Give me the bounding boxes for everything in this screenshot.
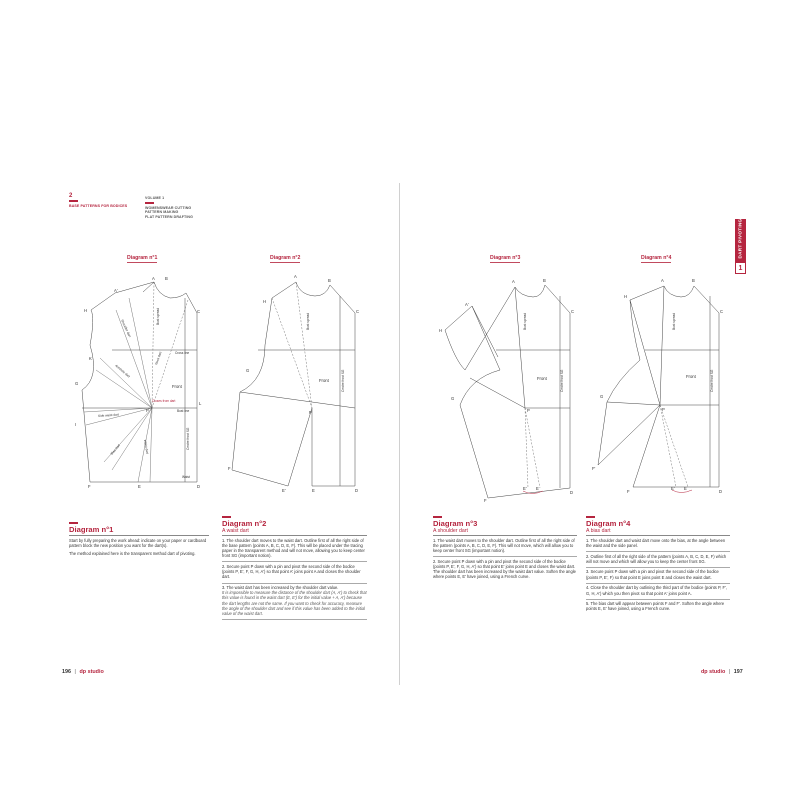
- d1-waist-dart: Waist dart: [143, 439, 150, 455]
- d1-label-B: B: [165, 276, 168, 281]
- t2-divider-1: [222, 561, 367, 562]
- d1-label-F: F: [88, 484, 91, 489]
- d4-bust-spread: Bust spread: [672, 312, 676, 330]
- d2-label-E: E: [312, 488, 315, 493]
- t2-italic-note: It is impossible to measure the distance of the shoulder dart (A, A') to check that this value is found in the waist dart (E, E') for the initial value + A, A') because the dart lengths are not the same. If you want to check for accuracy, measure the angle of the shoulder dart and see if this value has been added to the initial value of the waist dart.: [222, 590, 367, 617]
- t2-rule: [222, 535, 367, 536]
- d4-label-P: P: [662, 407, 665, 412]
- diagram-4-title: Diagram n°4: [641, 255, 672, 261]
- d2-bust-spread: Bust spread: [306, 312, 310, 330]
- chapter-tab-number: 1: [735, 262, 746, 274]
- left-folio: [62, 669, 104, 675]
- d3-label-C: C: [571, 309, 575, 314]
- d2-label-Eprime: E': [282, 488, 286, 493]
- subject-3: FLAT PATTERN DRAFTING: [145, 214, 194, 219]
- d3-front: Front: [537, 376, 547, 381]
- t1-para-2: The method explained here is the transparent method dart of pivoting.: [69, 551, 196, 556]
- d3-label-Eprime: E': [523, 486, 527, 491]
- t3-subheading: A shoulder dart: [433, 528, 468, 534]
- right-separator: |: [728, 669, 731, 675]
- d1-shoulder-dart: Shoulder dart: [120, 318, 132, 338]
- d2-front: Front: [319, 378, 329, 383]
- right-page-number: 197: [733, 669, 743, 675]
- right-folio: [701, 669, 743, 675]
- text-block-3: [433, 516, 577, 583]
- d1-bias-dart: Bias dart: [109, 443, 121, 456]
- right-brand: dp studio: [701, 669, 726, 675]
- diagram-3-title: Diagram n°3: [490, 255, 521, 261]
- d3-label-A: A: [512, 279, 515, 284]
- d1-label-Aprime: A': [114, 288, 118, 293]
- d3-label-H: H: [439, 328, 443, 333]
- t2-divider-2: [222, 583, 367, 584]
- d4-label-H: H: [624, 294, 628, 299]
- d1-label-L: L: [199, 401, 202, 406]
- d4-label-G: G: [600, 394, 604, 399]
- d1-label-K: K: [89, 356, 92, 361]
- d4-label-B: B: [692, 278, 695, 283]
- d1-label-G: G: [75, 381, 79, 386]
- d2-label-A: A: [294, 274, 297, 279]
- t4-step-2: 2. Outline first of all the right side of the pattern (points A, B, C, D, E, F) which will not move and which will allow you to keep the center front SG.: [586, 553, 727, 564]
- t4-step-4: 4. Close the shoulder dart by outlining the third part of the bodice (points P, F', G, H, A') which you then pivot so that point A' joins point A.: [586, 585, 727, 596]
- t4-step-5: 5. The bias dart will appear between points F and F'. Soften the angle where points E, E' have joined, using a French curve.: [586, 601, 725, 612]
- t4-subheading: A bias dart: [586, 528, 611, 534]
- d4-label-D: D: [719, 489, 723, 494]
- d3-label-G: G: [451, 396, 455, 401]
- t1-para-1: Start by fully preparing the work ahead: indicate on your paper or cardboard pattern block the new position you want for the dart(s).: [69, 537, 207, 548]
- d4-label-C: C: [720, 309, 724, 314]
- t2-divider-3: [222, 619, 367, 620]
- d1-label-H: H: [84, 308, 88, 313]
- t2-accent: [222, 516, 231, 518]
- d4-label-F: F: [627, 489, 630, 494]
- left-page-number: 196: [62, 669, 71, 675]
- text-block-2: [222, 516, 367, 622]
- t3-step-2: 2. Secure point P down with a pin and pivot the second side of the bodice (points P, E', F, G, H, A') so that point E' joins point E and closes the waist dart. The shoulder dart has been increased by the waist dart value. Soften the angle where points E, E' have joined, using a French curve.: [433, 558, 576, 580]
- d1-closes: Closes from dart: [152, 399, 176, 403]
- d4-label-A: A: [661, 278, 664, 283]
- d1-armhole-dart: Armhole dart: [114, 363, 131, 379]
- d4-center-front: Centre front SG: [710, 369, 714, 392]
- d1-neck-dart: Neck dart: [154, 351, 163, 366]
- t1-heading: Diagram n°1: [69, 525, 114, 534]
- t3-heading: Diagram n°3: [433, 519, 478, 528]
- d1-label-E: E: [138, 484, 141, 489]
- d1-label-P: P: [146, 408, 149, 413]
- d1-side-dart: Side waist dart: [97, 412, 119, 418]
- d1-label-D: D: [197, 484, 201, 489]
- t3-step-1: 1. The waist dart moves to the shoulder dart. Outline first of all the right side of the pattern (points A, B, C, D, E, F). This will not move, which will allow you to keep center front SG (important notion).: [433, 537, 575, 553]
- d3-label-P: P: [527, 408, 530, 413]
- t4-divider-4: [586, 599, 730, 600]
- t1-accent: [69, 522, 78, 524]
- d4-front: Front: [686, 374, 696, 379]
- t3-rule: [433, 535, 577, 536]
- d3-label-F: F: [484, 498, 487, 503]
- d2-label-B: B: [328, 278, 331, 283]
- d1-front: Front: [172, 384, 182, 389]
- t4-divider-1: [586, 551, 730, 552]
- t4-heading: Diagram n°4: [586, 519, 631, 528]
- d3-label-B: B: [543, 278, 546, 283]
- d2-label-F: F: [228, 466, 231, 471]
- d4-curve: [672, 490, 692, 493]
- d1-label-I: I: [75, 422, 77, 427]
- d3-label-D: D: [570, 490, 574, 495]
- subject-2: PATTERN MAKING: [145, 210, 179, 215]
- text-block-4: [586, 516, 730, 615]
- volume-label: VOLUME 1: [145, 196, 165, 200]
- t4-accent: [586, 516, 595, 518]
- d4-label-Eprime: E': [671, 486, 675, 491]
- d2-label-C: C: [356, 309, 360, 314]
- d2-label-D: D: [355, 488, 359, 493]
- t2-step-2: 2. Secure point P down with a pin and pivot the second side of the bodice (points P, E', F, G, H, A') so that point A' joins point A and closes the shoulder dart.: [222, 563, 361, 580]
- d1-bust-spread: Bust spread: [156, 307, 160, 325]
- d2-center-front: Centre front SG: [341, 369, 345, 392]
- t3-accent: [433, 516, 442, 518]
- d2-label-H: H: [263, 299, 267, 304]
- t4-step-1: 1. The shoulder dart and waist dart move onto the bias, at the angle between the waist and the side panel.: [586, 537, 726, 548]
- chapter-title: BASE PATTERNS FOR BODICES: [69, 204, 128, 208]
- t4-divider-3: [586, 583, 730, 584]
- chapter-number: 2: [69, 193, 73, 199]
- t2-step-3: 3. The waist dart has been increased by the shoulder dart value.: [222, 585, 339, 591]
- text-block-1: [69, 522, 209, 559]
- d3-label-Aprime: A': [465, 302, 469, 307]
- d2-label-P: P: [309, 410, 312, 415]
- d3-bust-spread: Bust spread: [523, 312, 527, 330]
- d1-label-C: C: [197, 309, 201, 314]
- d3-center-front: Centre front SG: [560, 369, 564, 392]
- t4-rule: [586, 535, 730, 536]
- t2-subheading: A waist dart: [222, 528, 249, 534]
- t1-rule: [69, 535, 209, 536]
- diagram-1-title: Diagram n°1: [127, 255, 158, 261]
- d4-label-E: E: [684, 486, 687, 491]
- t4-step-3: 3. Secure point P down with a pin and pivot the second side of the bodice (points P, E', F) so that point E joins point E and closes the waist dart.: [586, 569, 719, 580]
- t2-heading: Diagram n°2: [222, 519, 267, 528]
- d2-label-G: G: [246, 368, 250, 373]
- d4-label-Fprime: F': [592, 466, 596, 471]
- d3-label-E: E: [536, 486, 539, 491]
- t3-divider-1: [433, 556, 577, 557]
- d1-center-front: Centre front SG: [186, 427, 190, 450]
- subject-1: WOMENSWEAR CUTTING: [145, 205, 192, 210]
- d1-crossline: Cross line: [175, 351, 190, 355]
- chapter-tab-label: DART PIVOTING: [737, 218, 743, 259]
- diagram-2-title: Diagram n°2: [270, 255, 301, 261]
- t2-step-1: 1. The shoulder dart moves to the waist dart. Outline first of all the right side of the base pattern (points A, B, C, D, E, F). This will be placed under the tracing paper in the transparent method and will not move, allowing you to keep center front SG (important notion).: [222, 537, 365, 559]
- t4-divider-2: [586, 567, 730, 568]
- d1-label-A: A: [152, 276, 155, 281]
- d1-waist: Waist: [182, 475, 190, 479]
- left-separator: |: [74, 669, 77, 675]
- d1-bustline: Bust line: [177, 409, 190, 413]
- left-brand: dp studio: [79, 669, 104, 675]
